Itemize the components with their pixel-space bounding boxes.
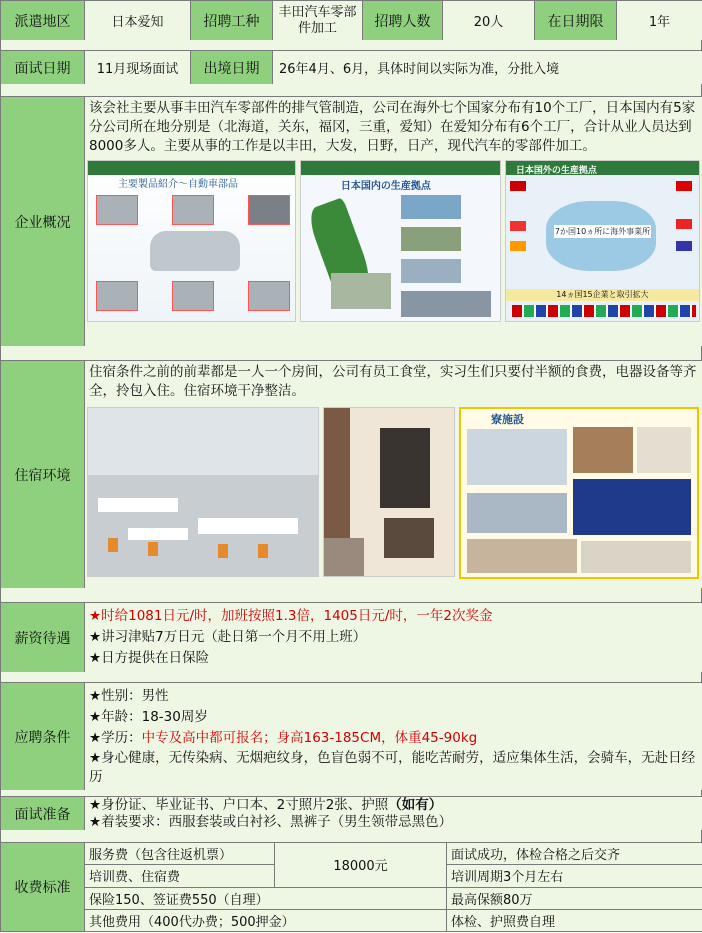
prep-documents-note: （如有）	[388, 797, 443, 813]
fee-service: 服务费（包含往返机票）	[85, 843, 275, 865]
salary-table	[0, 602, 702, 673]
requirements-label: 应聘条件	[1, 683, 85, 791]
housing-text: 住宿条件之前的前辈都是一人一个房间，公司有员工食堂，实习生们只要付半额的食费，电器设备等齐全，拎包入住。住宿环境干净整洁。	[89, 364, 697, 399]
term-label: 在日期限	[535, 1, 617, 41]
header-table	[0, 0, 702, 41]
dorm-facility-image	[459, 407, 699, 579]
prep-line-1	[89, 797, 702, 814]
fee-other: 其他费用（400代办费；500押金）	[85, 909, 447, 931]
requirement-education-prefix: ★学历：	[89, 730, 142, 746]
spacer	[0, 588, 702, 602]
spacer	[0, 84, 702, 96]
products-image-title: 主要製品紹介～自動車部品	[118, 179, 238, 190]
requirement-age: ★年龄：18-30周岁	[89, 709, 208, 725]
fee-note-3: 最高保额80万	[447, 887, 702, 909]
housing-label: 住宿环境	[1, 361, 85, 589]
salary-line-3: ★日方提供在日保险	[89, 650, 210, 666]
requirements-table	[0, 682, 702, 791]
housing-table	[0, 360, 702, 589]
overseas-bases-footer: 14ヵ国15企業と取引拡大	[506, 289, 699, 301]
overseas-bases-image	[505, 160, 700, 322]
spacer	[0, 830, 702, 842]
requirement-health: ★身心健康，无传染病、无烟疤纹身，色盲色弱不可，能吃苦耐劳，适应集体生活，会骑车，无赴日经历	[89, 750, 696, 785]
prep-line-2: ★着装要求：西服套装或白衬衫、黑裤子（男生领带忌黑色）	[89, 814, 453, 830]
count-label: 招聘人数	[363, 1, 443, 41]
salary-label: 薪资待遇	[1, 603, 85, 673]
products-image	[87, 160, 296, 322]
job-value: 丰田汽车零部件加工	[273, 1, 363, 41]
spacer	[0, 40, 702, 50]
salary-line-1: ★时给1081日元/时，加班按照1.3倍，1405日元/时，一年2次奖金	[89, 608, 493, 624]
company-content	[85, 97, 702, 347]
interview-date-value: 11月现场面试	[85, 51, 191, 85]
domestic-bases-image	[300, 160, 501, 322]
housing-content	[85, 361, 702, 589]
salary-line-2: ★讲习津贴7万日元（赴日第一个月不用上班）	[89, 629, 367, 645]
cafeteria-image	[87, 407, 319, 577]
fee-note-4: 体检、护照费自理	[447, 909, 702, 931]
requirements-content	[85, 683, 702, 791]
prep-documents: ★身份证、毕业证书、户口本、2寸照片2张、护照	[89, 797, 389, 813]
fees-table	[0, 842, 702, 932]
company-label: 企业概况	[1, 97, 85, 347]
overseas-bases-title: 日本国外の生産拠点	[515, 166, 597, 176]
dispatch-value: 日本爱知	[85, 1, 191, 41]
requirement-education-detail: 中专及高中都可报名；身高163-185CM，体重45-90kg	[141, 730, 478, 746]
domestic-bases-title: 日本国内の生産拠点	[340, 181, 431, 192]
fee-note-2: 培训周期3个月左右	[447, 865, 702, 887]
salary-content	[85, 603, 702, 673]
spacer	[0, 672, 702, 682]
requirement-education	[89, 728, 702, 749]
prep-table	[0, 796, 702, 832]
dispatch-label: 派遣地区	[1, 1, 85, 41]
requirement-gender: ★性别：男性	[89, 688, 169, 704]
dorm-facility-title: 寮施設	[491, 413, 524, 426]
housing-images	[85, 403, 702, 581]
fee-amount: 18000元	[275, 843, 447, 888]
prep-content	[85, 797, 702, 832]
depart-date-label: 出境日期	[191, 51, 273, 85]
dorm-room-image	[323, 407, 455, 577]
prep-label: 面试准备	[1, 797, 85, 832]
company-images	[85, 158, 702, 324]
spacer	[0, 346, 702, 360]
company-text: 该会社主要从事丰田汽车零部件的排气管制造，公司在海外七个国家分布有10个工厂，日本国内有5家分公司所在地分别是（北海道，关东，福冈，三重，爱知）在爱知分布有6个工厂，合计从业人员达到8000多人。主要从事的工作是以丰田，大发，日野，日产，现代汽车的零部件加工。	[89, 100, 696, 154]
interview-date-label: 面试日期	[1, 51, 85, 85]
overseas-bases-caption: 7か国10ヵ所に海外事業所	[554, 227, 651, 236]
fee-insurance: 保险150、签证费550（自理）	[85, 887, 447, 909]
fee-training: 培训费、住宿费	[85, 865, 275, 887]
company-table	[0, 96, 702, 347]
count-value: 20人	[443, 1, 535, 41]
interview-table	[0, 50, 702, 85]
job-label: 招聘工种	[191, 1, 273, 41]
fees-label: 收费标准	[1, 843, 85, 932]
fee-note-1: 面试成功，体检合格之后交齐	[447, 843, 702, 865]
depart-date-value: 26年4月、6月，具体时间以实际为准，分批入境	[273, 51, 702, 85]
term-value: 1年	[617, 1, 702, 41]
